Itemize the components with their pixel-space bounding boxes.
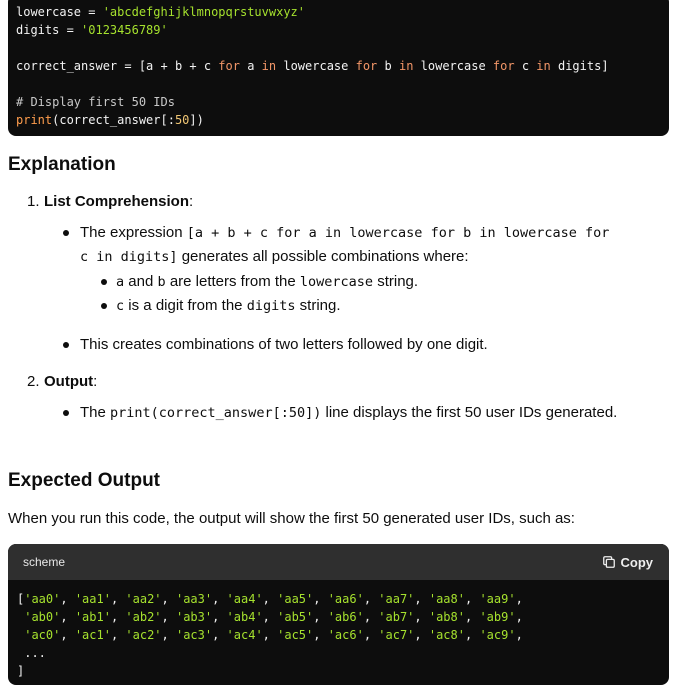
bullet [63,410,69,416]
sub-bullet [101,279,107,285]
code-line: print(correct_answer[:50]) [16,113,204,127]
code-block-python [8,0,669,136]
explanation-heading: Explanation [8,154,116,175]
copy-icon [602,555,616,569]
sub-bullet-text: a and b are letters from the lowercase string. [116,273,419,290]
code-block-header [8,544,669,580]
list-number: 1. [27,193,40,210]
code-line: lowercase = 'abcdefghijklmnopqrstuvwxyz' [16,5,305,19]
list-number: 2. [27,373,40,390]
bullet-text: This creates combinations of two letters followed by one digit. [80,336,488,353]
code-content [8,0,669,129]
output-content [8,580,669,680]
list-item-title: Output: [44,373,98,390]
output-line: ['aa0', 'aa1', 'aa2', 'aa3', 'aa4', 'aa5', 'aa6', 'aa7', 'aa8', 'aa9', [17,592,531,606]
copy-button[interactable] [602,555,654,570]
copy-label: Copy [620,554,653,570]
output-close: ] [17,664,25,678]
expected-output-heading: Expected Output [8,470,161,491]
code-line: # Display first 50 IDs [16,95,175,109]
output-line: 'ab0', 'ab1', 'ab2', 'ab3', 'ab4', 'ab5', 'ab6', 'ab7', 'ab8', 'ab9', [24,610,531,624]
bullet-text-cont: c in digits] generates all possible combinations where: [80,248,469,265]
code-line: correct_answer = [a + b + c for a in lowercase for b in lowercase for c in digits] [16,59,609,73]
sub-bullet [101,303,107,309]
code-block-output [8,544,669,685]
bullet-text: The print(correct_answer[:50]) line displays the first 50 user IDs generated. [80,404,618,421]
code-line: digits = '0123456789' [16,23,168,37]
bullet [63,342,69,348]
list-item-title: List Comprehension: [44,193,194,210]
output-ellipsis: ... [17,646,46,660]
output-line: 'ac0', 'ac1', 'ac2', 'ac3', 'ac4', 'ac5', 'ac6', 'ac7', 'ac8', 'ac9', [24,628,531,642]
expected-output-intro: When you run this code, the output will show the first 50 generated user IDs, such as: [8,510,575,527]
code-language-label: scheme [23,555,66,569]
bullet-text: The expression [a + b + c for a in lowercase for b in lowercase for [80,224,610,241]
sub-bullet-text: c is a digit from the digits string. [116,297,341,314]
bullet [63,230,69,236]
